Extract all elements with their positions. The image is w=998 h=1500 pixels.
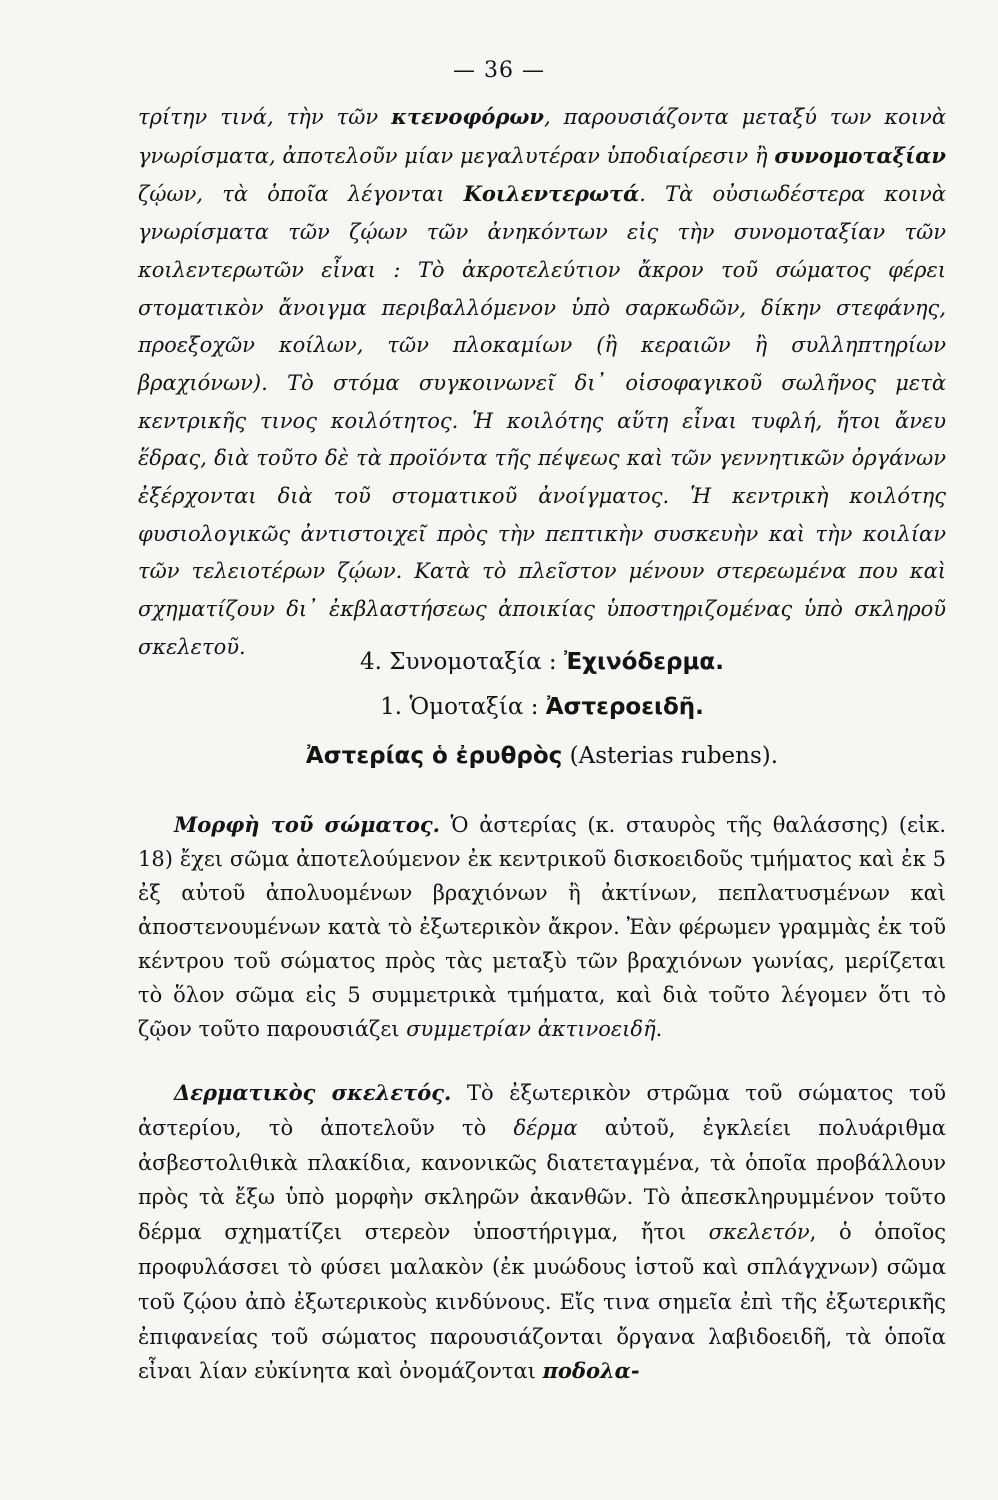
text-run: αὐτοῦ, ἐγκλείει πολυάριθμα ἀσβεστολιθικὰ πλακίδια, κανονικῶς διατεταγμένα, τὰ ὁποῖα προβάλλουν πρὸς τὰ ἔξω ὑπὸ μορφὴν σκληρῶν ἀκανθῶν. Τὸ ἀπεσκληρυμμένον τοῦτο δέρμα σχηματίζει στερεὸν ὑποστήριγμα, ἤτοι [138, 1115, 946, 1245]
term-radial-symmetry: συμμετρίαν ἀκτινοειδῆ [406, 1017, 656, 1041]
heading-species-latin: (Asterias rubens). [562, 743, 779, 769]
paragraph-lead: Δερματικὸς σκελετός. [174, 1080, 452, 1105]
term-pedicellariae: ποδολα- [542, 1358, 640, 1384]
section-headings [138, 640, 946, 782]
heading-class [138, 685, 946, 730]
heading-species [138, 730, 946, 782]
text-run: Ὁ ἀστερίας (κ. σταυρὸς τῆς θαλάσσης) (εἰκ. 18) ἔχει σῶμα ἀποτελούμενον ἐκ κεντρικοῦ δισκοειδοῦς τμήματος καὶ ἐκ 5 ἐξ αὐτοῦ ἀπολυομένων βραχιόνων ἢ ἀκτίνων, πεπλατυσμένων καὶ ἀποστενουμένων κατὰ τὸ ἐξωτερικὸν ἄκρον. Ἐὰν φέρωμεν γραμμὰς ἐκ τοῦ κέντρου τοῦ σώματος πρὸς τὰς μεταξὺ τῶν βραχιόνων γωνίας, μερίζεται τὸ ὅλον σῶμα εἰς 5 συμμετρικὰ τμήματα, καὶ διὰ τοῦτο λέγομεν ὅτι τὸ ζῷον τοῦτο παρουσιάζει [138, 813, 947, 1041]
heading-phylum [138, 640, 946, 685]
text-run: . [655, 1017, 663, 1041]
heading-phylum-name: Ἐχινόδερμα. [563, 649, 724, 675]
term-coelenterata: Κοιλεντερωτά [463, 181, 640, 207]
heading-class-prefix: 1. Ὁμοταξία : [380, 694, 546, 720]
paragraph-coelenterates [138, 98, 946, 667]
text-run: , παρουσιάζοντα μεταξύ των κοινὰ γνωρίσματα, ἀποτελοῦν μίαν μεγαλυτέραν ὑποδιαίρεσιν ἢ [138, 105, 946, 168]
text-run: . Τὰ οὐσιωδέστερα κοινὰ γνωρίσματα τῶν ζῴων τῶν ἀνηκόντων εἰς τὴν συνομοταξίαν τῶν κοιλεντερωτῶν εἶναι : Τὸ ἀκροτελεύτιον ἄκρον τοῦ σώματος φέρει στοματικὸν ἄνοιγμα περιβαλλόμενον ὑπὸ σαρκωδῶν, δίκην στεφάνης, προεξοχῶν κοίλων, τῶν πλοκαμίων (ἢ κεραιῶν ἢ συλληπτηρίων βραχιόνων). Τὸ στόμα συγκοινωνεῖ δι᾽ οἱσοφαγικοῦ σωλῆνος μετὰ κεντρικῆς τινος κοιλότητος. Ἡ κοιλότης αὕτη εἶναι τυφλή, ἤτοι ἄνευ ἕδρας, διὰ τοῦτο δὲ τὰ προϊόντα τῆς πέψεως καὶ τῶν γεννητικῶν ὀργάνων ἐξέρχονται διὰ τοῦ στοματικοῦ ἀνοίγματος. Ἡ κεντρικὴ κοιλότης φυσιολογικῶς ἀντιστοιχεῖ πρὸς τὴν πεπτικὴν συσκευὴν καὶ τὴν κοιλίαν τῶν τελειοτέρων ζῴων. Κατὰ τὸ πλεῖστον μένουν στερεωμένα που καὶ σχηματίζουν δι᾽ ἐκβλαστήσεως ἀποικίας ὑποστηριζομένας ὑπὸ σκληροῦ σκελετοῦ. [138, 182, 946, 659]
text-run: , ὁ ὁποῖος προφυλάσσει τὸ φύσει μαλακὸν (ἐκ μυώδους ἱστοῦ καὶ σπλάγχνων) σῶμα τοῦ ζῴου ἀπὸ ἐξωτερικοὺς κινδύνους. Εἴς τινα σημεῖα ἐπὶ τῆς ἐξωτερικῆς ἐπιφανείας τοῦ σώματος παρουσιάζονται ὄργανα λαβιδοειδῆ, τὰ ὁποῖα εἶναι λίαν εὐκίνητα καὶ ὀνομάζονται [138, 1220, 946, 1384]
term-skin: δέρμα [513, 1115, 578, 1140]
paragraph-lead: Μορφὴ τοῦ σώματος. [174, 812, 440, 837]
term-ctenophores: κτενοφόρων [391, 104, 544, 129]
text-run: τρίτην τινά, τὴν τῶν [138, 105, 392, 129]
term-skeleton: σκελετόν [708, 1220, 810, 1245]
page-number: — 36 — [453, 58, 545, 83]
heading-species-name: Ἀστερίας ὁ ἐρυθρὸς [305, 743, 563, 769]
heading-class-name: Ἀστεροειδῆ. [545, 694, 704, 720]
text-run: ζῴων, τὰ ὁποῖα λέγονται [138, 182, 464, 207]
term-phylum: συνομοταξίαν [774, 142, 946, 168]
text-run: Τὸ ἐξωτερικὸν στρῶμα τοῦ σώματος τοῦ ἀστερίου, τὸ ἀποτελοῦν τὸ [138, 1081, 947, 1140]
paragraph-skin-skeleton [138, 1076, 946, 1389]
heading-phylum-prefix: 4. Συνομοταξία : [360, 649, 564, 675]
paragraph-body-shape [138, 808, 946, 1046]
